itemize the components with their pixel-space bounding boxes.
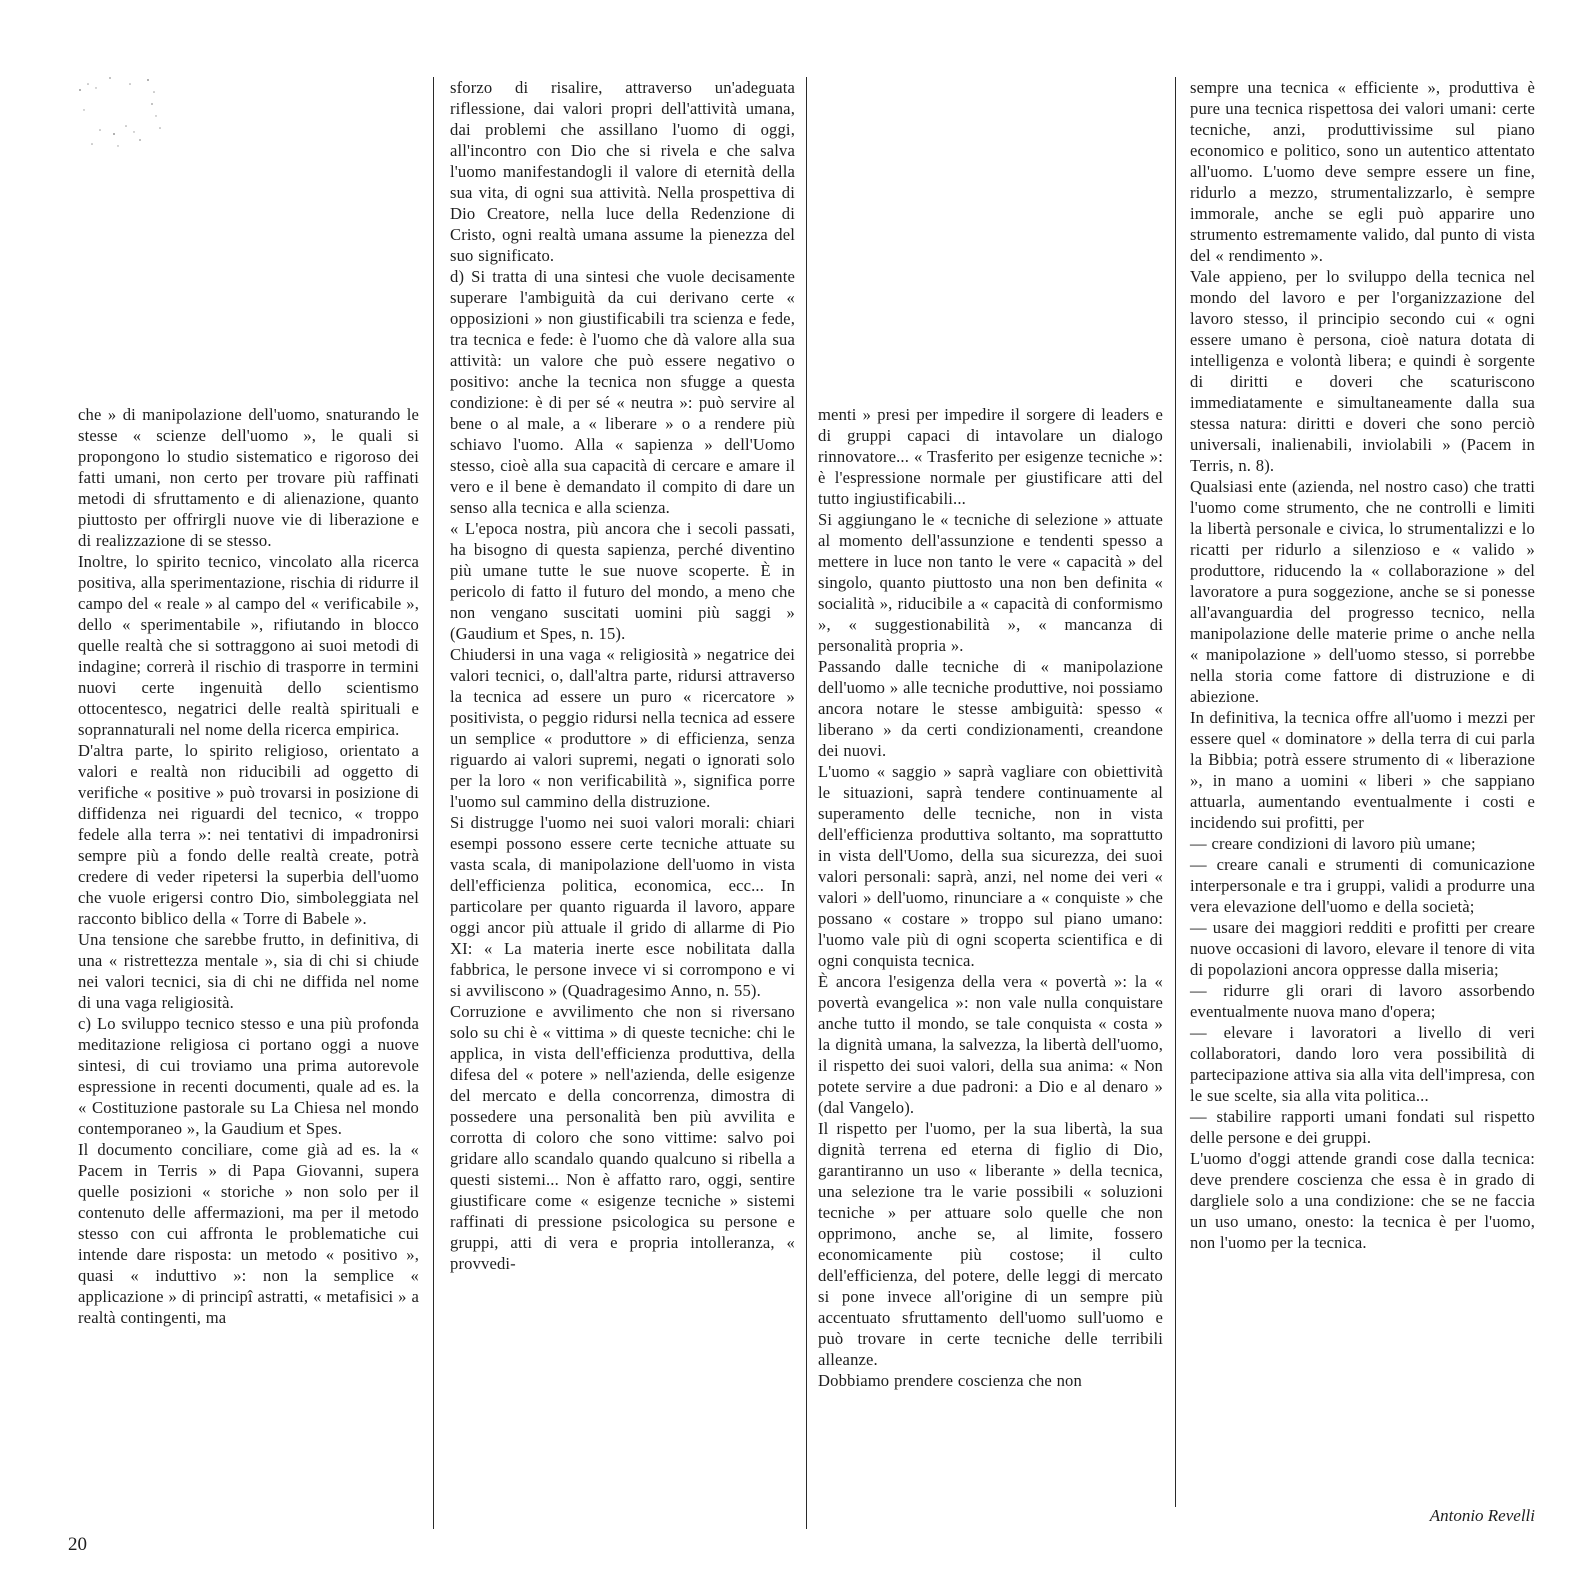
column-divider — [1175, 77, 1176, 1507]
paragraph: Il rispetto per l'uomo, per la sua libertà, la sua dignità terrena ed eterna di figlio di Dio, garantiranno un uso « liberante » della tecnica, una selezione tra le varie possibili « soluzioni tecniche » per attuare solo quelle che non opprimono, anche se, al limite, fossero economicamente più costose; il culto dell'efficienza, del potere, delle leggi di mercato si pone invece all'origine di un sempre più accentuato sfruttamento dell'uomo sull'uomo e può trovare in certe tecniche delle terribili alleanze. — [818, 1119, 1163, 1369]
paragraph: Si distrugge l'uomo nei suoi valori morali: chiari esempi possono essere certe tecniche attuate su vasta scala, di manipolazione dell'uomo in vista dell'efficienza politica, economica, ecc... In particolare per quanto riguarda il lavoro, appare oggi ancor più attuale il grido di allarme di Pio XI: « La materia inerte esce nobilitata dalla fabbrica, le persone invece vi si corrompono e vi si avviliscono » (Quadragesimo Anno, n. 55). — [450, 813, 795, 1000]
paragraph: menti » presi per impedire il sorgere di leaders e di gruppi capaci di intavolare un dialogo rinnovatore... « Trasferito per esigenze tecniche »: è l'espressione normale per giustificare atti del tutto ingiustificabili... — [818, 405, 1163, 508]
paragraph: L'uomo « saggio » saprà vagliare con obiettività le situazioni, saprà tendere continuamente al superamento delle tecniche, non in vista dell'efficienza produttiva soltanto, ma soprattutto in vista dell'Uomo, della sua sicurezza, dei suoi valori personali: saprà, anzi, nel nome dei veri « valori » dell'uomo, rinunciare a « conquiste » che possano « costare » troppo sul piano umano: l'uomo vale più di ogni scoperta scientifica e di ogni conquista tecnica. — [818, 762, 1163, 970]
paragraph: Inoltre, lo spirito tecnico, vincolato alla ricerca positiva, alla sperimentazione, rischia di ridurre il campo del « reale » al campo del « verificabile », dello « sperimentabile », rifiutando in blocco quelle realtà che si sottraggono ai suoi metodi di indagine; correrà il rischio di trasporre in termini nuovi certe ingenuità dello scientismo ottocentesco, negatrici delle realtà spirituali e soprannaturali nel nome della ricerca empirica. — [78, 552, 419, 739]
paragraph: Una tensione che sarebbe frutto, in definitiva, di una « ristrettezza mentale », sia di chi si chiude nei valori tecnici, sia di chi ne diffida nel nome di una vaga religiosità. — [78, 930, 419, 1012]
list-item: — ridurre gli orari di lavoro assorbendo eventualmente nuova mano d'opera; — [1190, 981, 1535, 1021]
paragraph: Qualsiasi ente (azienda, nel nostro caso) che tratti l'uomo come strumento, che ne controlli e limiti la libertà personale e civica, lo strumentalizzi e lo ricatti per ridurlo a silenzioso e « valido » produttore, riducendo la « collaborazione » del lavoratore a pura soggezione, anche se si ponesse all'avanguardia del progresso tecnico, nella manipolazione delle materie prime o anche nella « manipolazione » dell'uomo stesso, si porrebbe nella storia come fattore di distruzione e di abiezione. — [1190, 477, 1535, 706]
paragraph: d) Si tratta di una sintesi che vuole decisamente superare l'ambiguità da cui derivano certe « opposizioni » non giustificabili tra scienza e fede, tra tecnica e fede: è l'uomo che dà valore alla sua attività: un valore che può essere negativo o positivo: anche la tecnica non sfugge a questa condizione: è di per sé « neutra »: può servire al bene o al male, a « liberare » o a rendere più schiavo l'uomo. Alla « sapienza » dell'Uomo stesso, cioè alla sua capacità di cercare e amare il vero e il bene è demandato il compito di dare un senso alla tecnica e alla scienza. — [450, 267, 795, 517]
list-item: — creare condizioni di lavoro più umane; — [1190, 834, 1476, 853]
paragraph: sforzo di risalire, attraverso un'adeguata riflessione, dai valori propri dell'attività umana, dai problemi che assillano l'uomo di oggi, all'incontro con Dio che si rivela e che salva l'uomo manifestandogli il valore di eternità della sua vita, di ogni sua attività. Nella prospettiva di Dio Creatore, nella luce della Redenzione di Cristo, ogni realtà umana assume la pienezza del suo significato. — [450, 78, 795, 265]
page-number: 20 — [68, 1534, 87, 1555]
article-column-4 — [1190, 77, 1535, 1253]
author-signature: Antonio Revelli — [1429, 1506, 1535, 1525]
list-item: — usare dei maggiori redditi e profitti per creare nuove occasioni di lavoro, elevare il tenore di vita di popolazioni ancora oppresse dalla miseria; — [1190, 918, 1535, 979]
paragraph: Passando dalle tecniche di « manipolazione dell'uomo » alle tecniche produttive, noi possiamo ancora notare le stesse ambiguità: spesso « liberano » da certi condizionamenti, creandone dei nuovi. — [818, 657, 1163, 760]
paragraph: È ancora l'esigenza della vera « povertà »: la « povertà evangelica »: non vale nulla conquistare anche tutto il mondo, se tale conquista « costa » la dignità umana, la salvezza, la libertà dell'uomo, il rispetto dei suoi valori, della sua anima: « Non potete servire a due padroni: a Dio e al denaro » (dal Vangelo). — [818, 972, 1163, 1117]
list-item: — stabilire rapporti umani fondati sul rispetto delle persone e dei gruppi. — [1190, 1107, 1535, 1147]
paragraph: D'altra parte, lo spirito religioso, orientato a valori e realtà non riducibili ad oggetto di verifiche « positive » può trovarsi in posizione di diffidenza nei riguardi del tecnico, « troppo fedele alla terra »: nei tentativi di impadronirsi sempre più a fondo delle realtà create, potrà credere di veder ripetersi la superbia dell'uomo che vuole erigersi contro Dio, simboleggiata nel racconto biblico della « Torre di Babele ». — [78, 741, 419, 928]
column-divider — [433, 77, 434, 1529]
article-column-3 — [818, 404, 1163, 1391]
list-item: — elevare i lavoratori a livello di veri collaboratori, dando loro vera possibilità di partecipazione attiva sia alla vita dell'impresa, con le sue scelte, sia alla vita politica... — [1190, 1023, 1535, 1105]
article-column-2 — [450, 77, 795, 1274]
paragraph: sempre una tecnica « efficiente », produttiva è pure una tecnica rispettosa dei valori umani: certe tecniche, anzi, produttivissime sul piano economico e politico, sono un autentico attentato all'uomo. L'uomo deve sempre essere un fine, ridurlo a mezzo, strumentalizzarlo, è sempre immorale, anche se egli può apparire uno strumento estremamente valido, dal punto di vista del « rendimento ». — [1190, 78, 1535, 265]
paragraph: Vale appieno, per lo sviluppo della tecnica nel mondo del lavoro e per l'organizzazione del lavoro stesso, il principio secondo cui « ogni essere umano è persona, cioè natura dotata di intelligenza e volontà libera; e quindi è sorgente di diritti e doveri che scaturiscono immediatamente e simultaneamente dalla sua stessa natura: diritti e doveri che sono perciò universali, inalienabili, inviolabili » (Pacem in Terris, n. 8). — [1190, 267, 1535, 475]
paragraph: « L'epoca nostra, più ancora che i secoli passati, ha bisogno di questa sapienza, perché diventino più umane tutte le sue nuove scoperte. È in pericolo di fatto il futuro del mondo, a meno che non vengano suscitati uomini più saggi » (Gaudium et Spes, n. 15). — [450, 519, 795, 643]
paragraph: Chiudersi in una vaga « religiosità » negatrice dei valori tecnici, o, dall'altra parte, ridursi attraverso la tecnica ad essere un puro « ricercatore » positivista, o peggio ridursi nella tecnica ad essere un semplice « produttore » di efficienza, senza riguardo ai valori supremi, negati o ignorati solo per la loro « non verificabilità », significa porre l'uomo sul cammino della distruzione. — [450, 645, 795, 811]
list-item: — creare canali e strumenti di comunicazione interpersonale e tra i gruppi, validi a produrre una vera elevazione dell'uomo e della società; — [1190, 855, 1535, 916]
paragraph: c) Lo sviluppo tecnico stesso e una più profonda meditazione religiosa ci portano oggi a nuove sintesi, di cui troviamo una prima autorevole espressione in recenti documenti, quale ad es. la « Costituzione pastorale su La Chiesa nel mondo contemporaneo », la Gaudium et Spes. — [78, 1014, 419, 1138]
paragraph: Il documento conciliare, come già ad es. la « Pacem in Terris » di Papa Giovanni, supera quelle posizioni « storiche » non solo per il contenuto delle affermazioni, ma per il metodo stesso con cui affronta le problematiche cui intende dare risposta: un metodo « positivo », quasi « induttivo »: non la semplice « applicazione » di principî astratti, « metafisici » a realtà contingenti, ma — [78, 1140, 419, 1327]
paragraph: L'uomo d'oggi attende grandi cose dalla tecnica: deve prendere coscienza che essa è in grado di dargliele solo a una condizione: che se ne faccia un uso umano, onesto: la tecnica è per l'uomo, non l'uomo per la tecnica. — [1190, 1149, 1535, 1252]
article-column-1 — [78, 404, 419, 1328]
paragraph: Dobbiamo prendere coscienza che non — [818, 1371, 1082, 1390]
paragraph: che » di manipolazione dell'uomo, snaturando le stesse « scienze dell'uomo », le quali si propongono lo studio sistematico e rigoroso dei fatti umani, non certo per trovare più raffinati metodi di sfruttamento e di alienazione, quanto piuttosto per offrirgli nuove vie di liberazione e di realizzazione di se stesso. — [78, 405, 419, 550]
paragraph: Corruzione e avvilimento che non si riversano solo su chi è « vittima » di queste tecniche: chi le applica, in vista dell'efficienza produttiva, della difesa del « potere » nell'azienda, delle esigenze del mercato e della concorrenza, dimostra di possedere una personalità ben più avvilita e corrotta di coloro che sono vittime: salvo poi gridare allo scandalo quando qualcuno si ribella a questi sistemi... Non è affatto raro, oggi, sentire giustificare come « esigenze tecniche » sistemi raffinati di pressione psicologica su persone e gruppi, atti di vera e propria intolleranza, « provvedi- — [450, 1002, 795, 1273]
column-divider — [806, 77, 807, 1529]
paragraph: In definitiva, la tecnica offre all'uomo i mezzi per essere quel « dominatore » della terra di cui parla la Bibbia; potrà essere strumento di « liberazione », in mano a uomini « liberi » che sappiano attuarla, aumentando eventualmente i costi e incidendo sui profitti, per — [1190, 708, 1535, 832]
paragraph: Si aggiungano le « tecniche di selezione » attuate al momento dell'assunzione e tendenti spesso a mettere in luce non tanto le vere « capacità » del singolo, quanto piuttosto una non ben definita « socialità », riducibile a « capacità di conformismo », « suggestionabilità », « mancanza di personalità propria ». — [818, 510, 1163, 655]
printing-speckle-decoration — [70, 70, 180, 160]
